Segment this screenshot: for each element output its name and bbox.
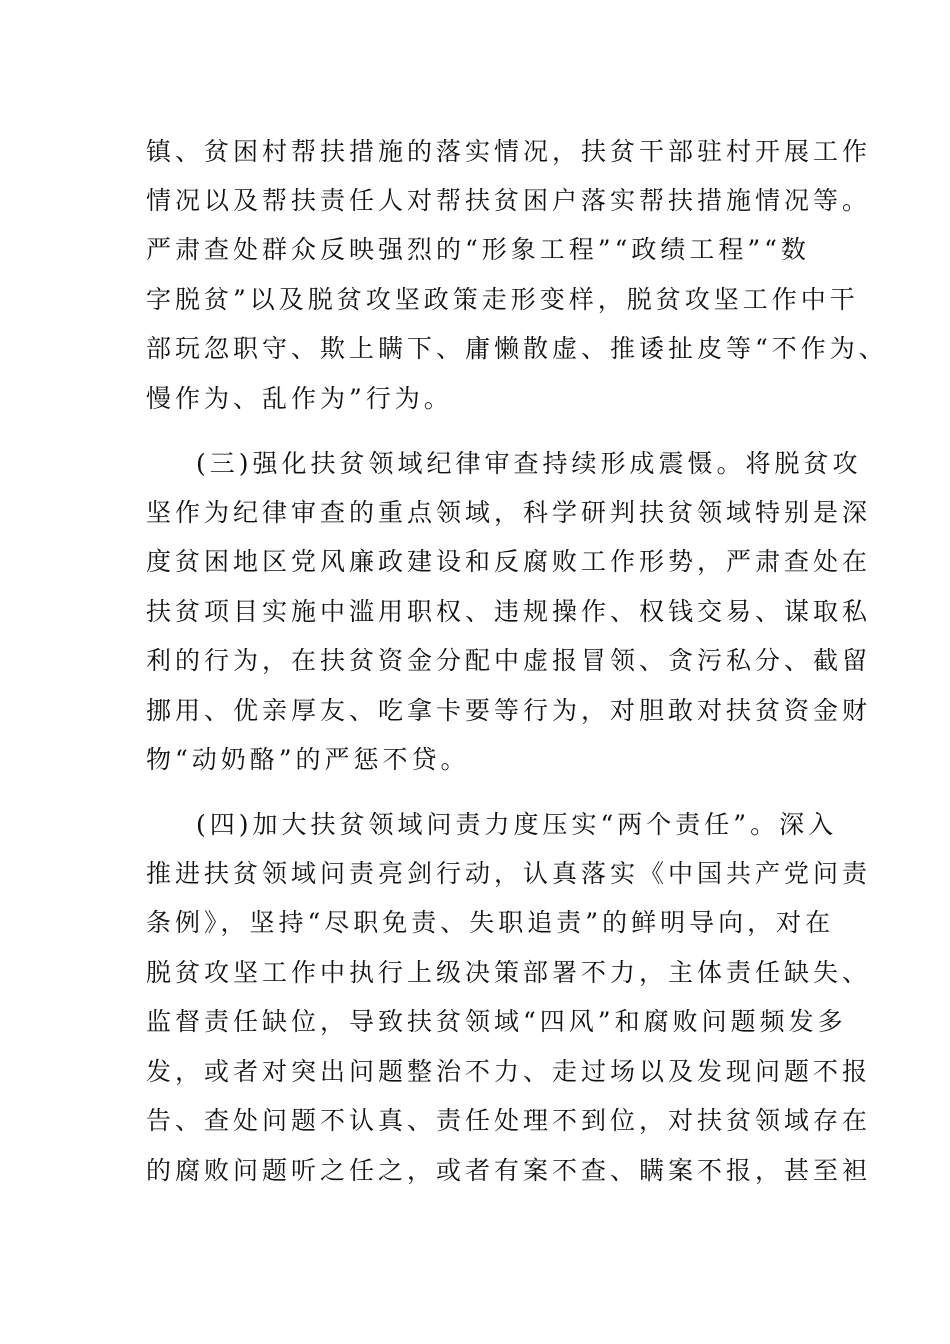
text-line: 严肃查处群众反映强烈的“形象工程”“政绩工程”“数 bbox=[146, 235, 810, 264]
section-heading-line: (三)强化扶贫领域纪律审查持续形成震慑。将脱贫攻 bbox=[196, 449, 862, 478]
text-line: 发，或者对突出问题整治不力、走过场以及发现问题不报 bbox=[146, 1057, 872, 1086]
text-line: 部玩忽职守、欺上瞒下、庸懒散虚、推诿扯皮等“不作为、 bbox=[146, 334, 888, 363]
text-line: 物“动奶酪”的严惩不贷。 bbox=[146, 745, 470, 774]
text-line: 推进扶贫领域问责亮剑行动，认真落实《中国共产党问责 bbox=[146, 859, 872, 888]
text-line: 度贫困地区党风廉政建设和反腐败工作形势，严肃查处在 bbox=[146, 547, 872, 576]
text-line: 条例》，坚持“尽职免责、失职追责”的鲜明导向，对在 bbox=[146, 908, 835, 937]
text-line: 脱贫攻坚工作中执行上级决策部署不力，主体责任缺失、 bbox=[146, 958, 872, 987]
text-line: 挪用、优亲厚友、吃拿卡要等行为，对胆敢对扶贫资金财 bbox=[146, 696, 872, 725]
text-line: 的腐败问题听之任之，或者有案不查、瞒案不报，甚至袒 bbox=[146, 1156, 872, 1185]
text-line: 慢作为、乱作为”行为。 bbox=[146, 384, 453, 413]
text-line: 坚作为纪律审查的重点领域，科学研判扶贫领域特别是深 bbox=[146, 498, 872, 527]
text-line: 情况以及帮扶责任人对帮扶贫困户落实帮扶措施情况等。 bbox=[146, 186, 872, 215]
section-heading-line: (四)加大扶贫领域问责力度压实“两个责任”。深入 bbox=[196, 810, 838, 839]
text-line: 利的行为，在扶贫资金分配中虚报冒领、贪污私分、截留 bbox=[146, 646, 872, 675]
text-line: 告、查处问题不认真、责任处理不到位，对扶贫领域存在 bbox=[146, 1106, 872, 1135]
text-line: 监督责任缺位，导致扶贫领域“四风”和腐败问题频发多 bbox=[146, 1007, 847, 1036]
text-line: 镇、贫困村帮扶措施的落实情况，扶贫干部驻村开展工作 bbox=[146, 137, 872, 166]
text-line: 扶贫项目实施中滥用职权、违规操作、权钱交易、谋取私 bbox=[146, 597, 872, 626]
text-line: 字脱贫”以及脱贫攻坚政策走形变样，脱贫攻坚工作中干 bbox=[146, 285, 859, 314]
